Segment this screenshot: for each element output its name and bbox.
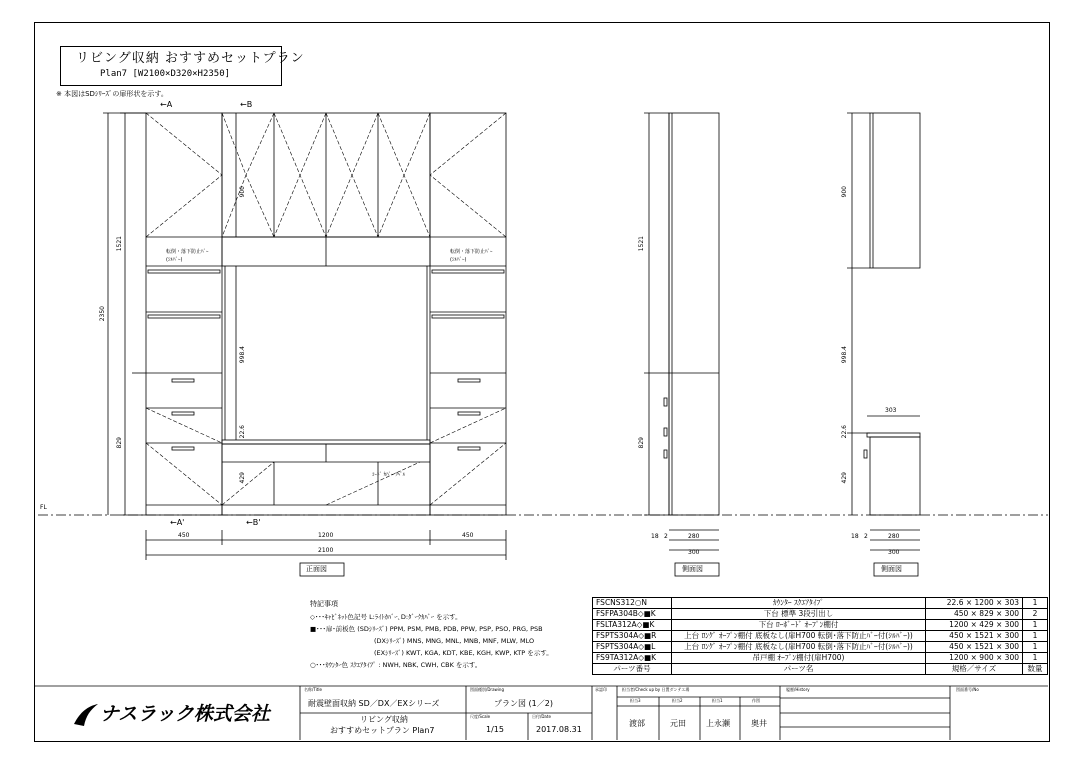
scale-value: 1/15 [486,725,504,734]
side2-dim-2: 2 [864,533,868,540]
parts-qty-cell: 1 [1023,642,1048,653]
notes-line-2: ■･･･扉･前板色 (SDｼﾘｰｽﾞ) PPM, PSM, PMB, PDB, PPW, PSP, PSO, PRG, PSB [310,625,543,633]
side1-dim-280: 280 [688,533,700,540]
side1-dim-upper: 1521 [638,236,645,252]
side1-dim-2: 2 [664,533,668,540]
person-3: 上永瀬 [706,719,730,728]
parts-name-cell: 上台 ﾛﾝｸﾞ ｵｰﾌﾟﾝ棚付 底板なし(扉H700 転倒･落下防止ﾊﾞｰ付(ｼﾙﾊﾞｰ)) [672,642,926,653]
bar-label-left-2: (ｼﾙﾊﾞｰ) [166,257,183,263]
date-value: 2017.08.31 [536,725,582,734]
scale-label: 尺度/Scale [470,714,491,719]
dim-counter-thickness: 22.6 [239,425,246,439]
side2-upper [870,113,920,268]
parts-size-cell: 450 × 1521 × 300 [926,642,1023,653]
side1-dim-18: 18 [651,533,659,540]
notes-line-1: ◇･･･ｷｬﾋﾞﾈｯﾄ色記号 L:ﾗｲﾄｶﾊﾞｰ､D:ﾀﾞｰｸｶﾊﾞｰ を示す。 [310,613,462,621]
parts-row [593,653,1048,664]
plan-title: リビング収納 おすすめセットプラン [76,51,305,66]
side1-tall [669,113,719,515]
date-label: 日付/Date [532,714,551,719]
side2-dim-opening: 998.4 [841,346,848,364]
side1-dim-300: 300 [688,549,700,556]
bar-label-left: 転倒・落下防止ﾊﾞｰ [166,249,209,255]
parts-qty-cell: 1 [1023,620,1048,631]
parts-qty-cell: 1 [1023,598,1048,609]
parts-header-row [593,664,1048,675]
parts-size-cell: 450 × 1521 × 300 [926,631,1023,642]
parts-size-cell: 450 × 829 × 300 [926,609,1023,620]
parts-row [593,609,1048,620]
parts-size-cell: 1200 × 900 × 300 [926,653,1023,664]
dim-width-right: 450 [462,532,474,539]
notes-heading: 特記事項 [310,600,338,608]
scope-note: ※ 本図はSDｼﾘｰｽﾞの扉形状を示す。 [56,90,168,98]
head-name: パーツ名 [672,664,926,675]
side2-dim-counter: 22.6 [841,425,848,439]
parts-qty-cell: 1 [1023,653,1048,664]
parts-qty-cell: 2 [1023,609,1048,620]
parts-qty-cell: 1 [1023,631,1048,642]
parts-size-cell: 1200 × 429 × 300 [926,620,1023,631]
name-label: 名称/Title [304,687,322,692]
side2-dim-18: 18 [851,533,859,540]
parts-name-cell: 下台 ﾛｰﾎﾞｰﾄﾞ ｵｰﾌﾟﾝ棚付 [672,620,926,631]
notes-line-5: ○･･･ｶｳﾝﾀｰ色 ｽｸｴｱﾀｲﾌﾟ : NWH, NBK, CWH, CBK を示す。 [310,661,482,669]
dim-width-left: 450 [178,532,190,539]
side1-dim-lower: 829 [638,437,645,449]
parts-size-cell: 22.6 × 1200 × 303 [926,598,1023,609]
check-col-b: 担当2 [672,698,683,703]
right-tall-unit [430,113,506,515]
drawing-label: 図面種別/Drawing [470,687,504,692]
parts-table [592,597,1048,675]
drawing-no-label: 図面番号/No [956,687,979,692]
parts-name-cell: 吊戸棚 ｵｰﾌﾟﾝ棚付(扉H700) [672,653,926,664]
side2-dim-lowboard: 429 [841,472,848,484]
side2-dim-counter-depth: 303 [885,407,897,414]
dim-door-height: 900 [239,186,246,198]
side2-dim-300: 300 [888,549,900,556]
name-line-2: リビング収納 [360,715,408,724]
drawing-value: プラン図 (1／2) [494,699,553,708]
counter-top [222,440,430,444]
parts-code-cell: FSPTS304A◇■R [593,631,672,642]
bar-label-right-2: (ｼﾙﾊﾞｰ) [450,257,467,263]
section-b2-marker: ←B' [246,518,261,527]
parts-name-cell: ｶｳﾝﾀｰ ｽｸｴｱﾀｲﾌﾟ [672,598,926,609]
parts-code-cell: FSLTA312A◇■K [593,620,672,631]
company-mark-icon [72,702,100,728]
notes-line-4: (EXｼﾘｰｽﾞ) KWT, KGA, KDT, KBE, KGH, KWP, KTP を示す。 [374,649,553,657]
head-qty: 数量 [1023,664,1048,675]
parts-row [593,620,1048,631]
side2-dim-door: 900 [841,186,848,198]
parts-name-cell: 下台 標準 3段引出し [672,609,926,620]
person-2: 元田 [670,719,686,728]
name-line-1: 耐震壁面収納 SD／DX／EXシリーズ [308,699,440,708]
front-view-caption: 正面図 [306,565,327,573]
side1-caption: 側面図 [682,565,703,573]
history-label: 履歴/History [786,687,810,692]
head-code: パーツ番号 [593,664,672,675]
parts-code-cell: FSCNS312○N [593,598,672,609]
parts-code-cell: FSFPA304B◇■K [593,609,672,620]
section-b-marker: ←B [240,100,253,109]
company-name: ナスラック株式会社 [100,703,270,725]
section-a2-marker: ←A' [170,518,185,527]
dim-opening-height: 998.4 [239,346,246,364]
section-a-marker: ←A [160,100,173,109]
head-size: 規格／サイズ [926,664,1023,675]
left-tall-unit [146,113,222,515]
parts-code-cell: FS9TA312A◇■K [593,653,672,664]
person-1: 渡部 [629,719,645,728]
notes-line-3: (DXｼﾘｰｽﾞ) MNS, MNG, MNL, MNB, MNF, MLW, MLO [374,637,535,645]
side2-caption: 側面図 [881,565,902,573]
check-col-d: 作図 [752,698,760,703]
dim-width-center: 1200 [318,532,334,539]
check-label: 担当者/Check up by 日置ダンテエ場 [622,687,690,692]
side2-dim-280: 280 [888,533,900,540]
company-logo [70,700,290,730]
cord-cover-label: ｺｰﾄﾞ ｶﾊﾞｰ ﾗﾍﾞﾙ [372,472,406,478]
dim-width-total: 2100 [318,547,334,554]
parts-name-cell: 上台 ﾛﾝｸﾞ ｵｰﾌﾟﾝ棚付 底板なし(扉H700 転倒･落下防止ﾊﾞｰ付(ｼﾙﾊﾞｰ)) [672,631,926,642]
approve-label: 承認印 [595,687,607,692]
bar-label-right: 転倒・落下防止ﾊﾞｰ [450,249,493,255]
side2-counter [867,433,920,437]
dim-lower-height: 829 [116,437,123,449]
dim-lowboard-height: 429 [239,472,246,484]
parts-row [593,631,1048,642]
person-4: 奥井 [751,719,767,728]
check-col-c: 担当1 [712,698,723,703]
floor-line-label: FL [40,504,47,511]
dim-upper-height: 1521 [116,236,123,252]
check-col-a: 担当3 [630,698,641,703]
plan-subtitle: Plan7 [W2100×D320×H2350] [100,69,231,79]
parts-row [593,598,1048,609]
parts-code-cell: FSPTS304A◇■L [593,642,672,653]
dim-total-height: 2350 [99,306,106,322]
side2-lowboard [870,437,920,515]
parts-row [593,642,1048,653]
name-line-3: おすすめセットプラン Plan7 [330,726,435,735]
